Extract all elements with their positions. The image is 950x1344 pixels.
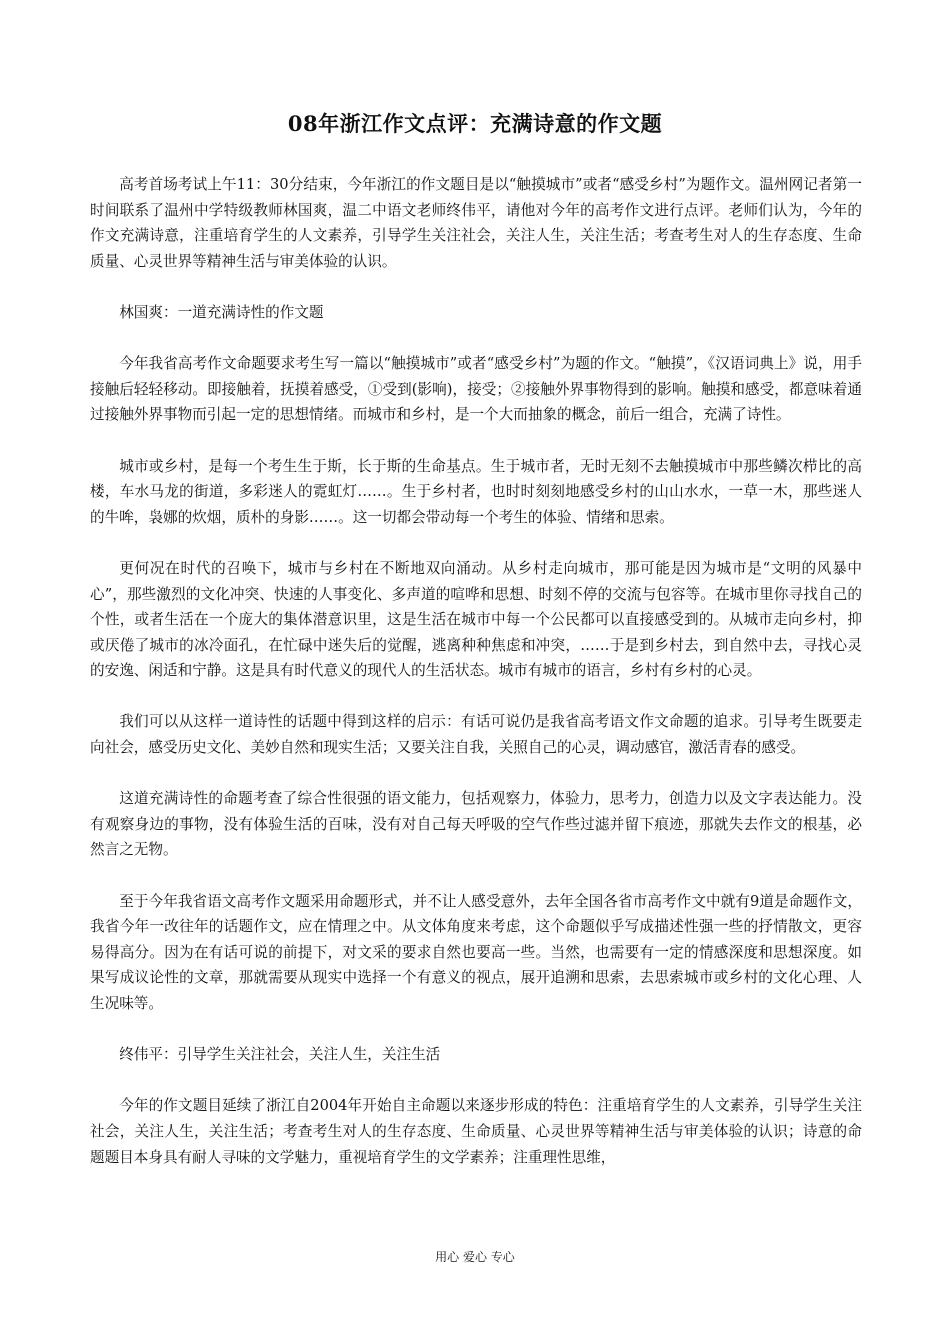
paragraph-intro: 高考首场考试上午11：30分结束，今年浙江的作文题目是以“触摸城市”或者“感受乡村”为题作文。温州网记者第一时间联系了温州中学特级教师林国爽，温二中语文老师终伟平，请他对今年的高考作文进行点评。老师们认为，今年的作文充满诗意，注重培育学生的人文素养，引导学生关注社会，关注人生，关注生活；考查考生对人的生存态度、生命质量、心灵世界等精神生活与审美体验的认识。 (90, 176, 862, 270)
section-heading-lin: 林国爽：一道充满诗性的作文题 (119, 303, 324, 321)
paragraph: 今年的作文题目延续了浙江自2004年开始自主命题以来逐步形成的特色：注重培育学生的人文素养，引导学生关注社会，关注人生，关注生活；考查考生对人的生存态度、生命质量、心灵世界等精神生活与审美体验的认识；诗意的命题题目本身具有耐人寻味的文学魅力，重视培育学生的文学素养；注重理性思维， (90, 1097, 862, 1166)
page-footer: 用心 爱心 专心 (435, 1250, 515, 1264)
paragraph: 今年我省高考作文命题要求考生写一篇以“触摸城市”或者“感受乡村”为题的作文。“触摸”，《汉语词典上》说，用手接触后轻轻移动。即接触着，抚摸着感受，①受到(影响)，接受；②接触外界事物得到的影响。触摸和感受，都意味着通过接触外界事物而引起一定的思想情绪。而城市和乡村，是一个大而抽象的概念，前后一组合，充满了诗性。 (90, 355, 862, 424)
paragraph: 城市或乡村，是每一个考生生于斯，长于斯的生命基点。生于城市者，无时无刻不去触摸城市中那些鳞次栉比的高楼，车水马龙的街道，多彩迷人的霓虹灯……。生于乡村者，也时时刻刻地感受乡村的山山水水，一草一木，那些迷人的牛哞，袅娜的炊烟，质朴的身影……。这一切都会带动每一个考生的体验、情绪和思索。 (90, 457, 862, 526)
document-title: 08年浙江作文点评：充满诗意的作文题 (287, 111, 663, 136)
paragraph: 更何况在时代的召唤下，城市与乡村在不断地双向涌动。从乡村走向城市，那可能是因为城市是“文明的风暴中心”，那些激烈的文化冲突、快速的人事变化、多声道的喧哗和思想、时刻不停的交流与包容等。在城市里你寻找自己的个性，或者生活在一个庞大的集体潜意识里，这是生活在城市中每一个公民都可以直接感受到的。从城市走向乡村，抑或厌倦了城市的冰冷面孔，在忙碌中迷失后的觉醒，逃离种种焦虑和冲突，……于是到乡村去，到自然中去，寻找心灵的安逸、闲适和宁静。这是具有时代意义的现代人的生活状态。城市有城市的语言，乡村有乡村的心灵。 (90, 559, 862, 680)
document-body (90, 172, 862, 1196)
paragraph: 我们可以从这样一道诗性的话题中得到这样的启示：有话可说仍是我省高考语文作文命题的追求。引导考生既要走向社会，感受历史文化、美妙自然和现实生活；又要关注自我，关照自己的心灵，调动感官，激活青春的感受。 (90, 713, 862, 757)
paragraph: 这道充满诗性的命题考查了综合性很强的语文能力，包括观察力，体验力，思考力，创造力以及文字表达能力。没有观察身边的事物，没有体验生活的百味，没有对自己每天呼吸的空气作些过滤并留下痕迹，那就失去作文的根基，必然言之无物。 (90, 790, 862, 859)
paragraph: 至于今年我省语文高考作文题采用命题形式，并不让人感受意外，去年全国各省市高考作文中就有9道是命题作文，我省今年一改往年的话题作文，应在情理之中。从文体角度来考虑，这个命题似乎写成描述性强一些的抒情散文，更容易得高分。因为在有话可说的前提下，对文采的要求自然也要高一些。当然，也需要有一定的情感深度和思想深度。如果写成议论性的文章，那就需要从现实中选择一个有意义的视点，展开追溯和思索，去思索城市或乡村的文化心理、人生况味等。 (90, 892, 862, 1012)
section-heading-zhong: 终伟平：引导学生关注社会，关注人生，关注生活 (119, 1046, 441, 1064)
